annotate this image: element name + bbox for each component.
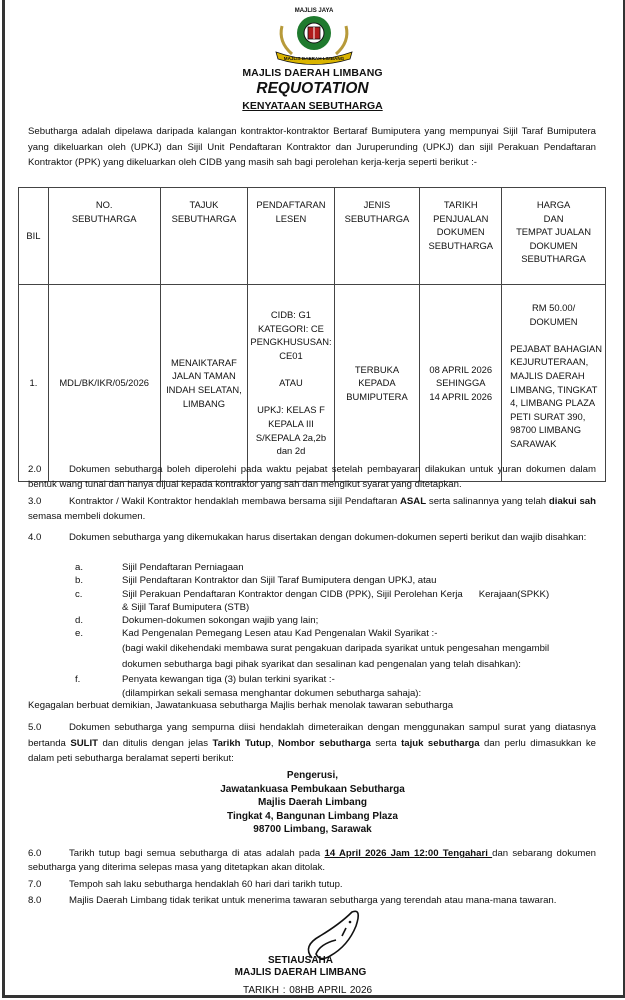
cell-harga-tempat: RM 50.00/ DOKUMEN PEJABAT BAHAGIAN KEJURUTERAAN, MAJLIS DAERAH LIMBANG, TINGKAT 4, LIMBANG PLAZA PETI SURAT 390, 98700 LIMBANG SARAWAK <box>502 285 606 482</box>
laurel-left-icon <box>281 26 292 54</box>
header-harga-tempat: HARGA DAN TEMPAT JUALAN DOKUMEN SEBUTHARGA <box>502 188 606 285</box>
cell-tajuk: MENAIKTARAF JALAN TAMAN INDAH SELATAN, LIMBANG <box>160 285 248 482</box>
header-jenis-sebutharga: JENIS SEBUTHARGA <box>334 188 420 285</box>
section-6: 6.0 Tarikh tutup bagi semua sebutharga di atas adalah pada 14 April 2026 Jam 12:00 Tengahari dan sebarang dokumen sebutharga yang diterima selepas masa yang ditetapkan akan ditolak. <box>28 848 596 873</box>
lesen-atau: ATAU <box>279 377 303 389</box>
header-tajuk-sebutharga: TAJUK SEBUTHARGA <box>160 188 248 285</box>
section-3: 3.0 Kontraktor / Wakil Kontraktor hendaklah membawa bersama sijil Pendaftaran ASAL serta salinannya yang telah diakui sah semasa membeli dokumen. <box>28 496 596 522</box>
logo-ribbon-text: MAJLIS DAERAH LIMBANG <box>283 56 345 61</box>
list-item: b. Sijil Pendaftaran Kontraktor dan Sijil Taraf Bumiputera dengan UPKJ, atau <box>75 575 437 587</box>
quotation-table <box>18 187 606 482</box>
cell-tarikh: 08 APRIL 2026 SEHINGGA 14 APRIL 2026 <box>420 285 502 482</box>
document-date: TARIKH : 08HB APRIL 2026 <box>243 985 373 996</box>
list-item: e. Kad Pengenalan Pemegang Lesen atau Kad Pengenalan Wakil Syarikat :- (bagi wakil dikehendaki membawa surat pengakuan daripada syarikat untuk pengesahan mengambil dokumen sebutharga bagi pihak syarikat dan sesalinan kad pengenalan yang telah disahkan): <box>75 628 550 670</box>
table-header-row <box>19 188 606 285</box>
org-name: MAJLIS DAERAH LIMBANG <box>242 67 383 79</box>
header-tarikh-penjualan: TARIKH PENJUALAN DOKUMEN SEBUTHARGA <box>420 188 502 285</box>
list-item: f. Penyata kewangan tiga (3) bulan terkini syarikat :- (dilampirkan sekali semasa menghantar dokumen sebutharga sahaja): <box>75 673 422 700</box>
cell-jenis: TERBUKA KEPADA BUMIPUTERA <box>334 285 420 482</box>
submission-address: Pengerusi, Jawatankuasa Pembukaan Sebutharga Majlis Daerah Limbang Tingkat 4, Bangunan Limbang Plaza 98700 Limbang, Sarawak <box>220 770 405 836</box>
laurel-right-icon <box>336 26 347 54</box>
section-8: 8.0 Majlis Daerah Limbang tidak terikat untuk menerima tawaran sebutharga yang terendah atau mana-mana tawaran. <box>28 895 557 906</box>
header-no-sebutharga: NO. SEBUTHARGA <box>48 188 160 285</box>
list-item: d. Dokumen-dokumen sokongan wajib yang lain; <box>75 615 319 627</box>
failure-notice: Kegagalan berbuat demikian, Jawatankuasa sebutharga Majlis berhak menolak tawaran sebutharga <box>28 700 454 711</box>
required-documents-list <box>75 561 595 702</box>
cell-no-sebutharga: MDL/BK/IKR/05/2026 <box>48 285 160 482</box>
signer-title: SETIAUSAHA <box>267 955 333 966</box>
list-item: c. Sijil Perakuan Pendaftaran Kontraktor dengan CIDB (PPK), Sijil Perolehan Kerja Kerajaan(SPKK) & Sijil Taraf Bumiputera (STB) <box>75 588 550 613</box>
logo-motto-text: MAJLIS JAYA <box>294 8 334 14</box>
signer-organisation: MAJLIS DAERAH LIMBANG <box>234 967 367 978</box>
council-crest-logo <box>268 4 360 66</box>
section-7: 7.0 Tempoh sah laku sebutharga hendaklah 60 hari dari tarikh tutup. <box>28 879 343 890</box>
section-5: 5.0 Dokumen sebutharga yang sempurna diisi hendaklah dimeteraikan dengan menggunakan sampul surat yang diatasnya bertanda SULIT dan ditulis dengan jelas Tarikh Tutup, Nombor sebutharga serta tajuk sebutharga dan perlu dimasukkan ke dalam peti sebutharga beralamat seperti berikut: <box>28 722 596 764</box>
header-bil: BIL <box>19 188 49 285</box>
table-row <box>19 285 606 482</box>
cell-bil: 1. <box>19 285 49 482</box>
document-title: REQUOTATION <box>256 80 369 97</box>
document-subtitle: KENYATAAN SEBUTHARGA <box>242 100 383 112</box>
header-pendaftaran-lesen: PENDAFTARAN LESEN <box>248 188 334 285</box>
section-2: 2.0 Dokumen sebutharga boleh diperolehi pada waktu pejabat setelah pembayaran dilakukan untuk yuran dokumen dalam bentuk wang tunai dan hanya dijual kepada kontraktor yang sah dan mengikut syarat yang ditetapkan. <box>28 464 596 490</box>
intro-paragraph: Sebutharga adalah dipelawa daripada kalangan kontraktor-kontraktor Bertaraf Bumiputera yang mempunyai Sijil Taraf Bumiputera yang dikeluarkan oleh (UPKJ) dan Sijil Unit Pendaftaran Kontraktor dan Juruperunding (UPKJ) dan sijil Perakuan Pendaftaran Kontraktor (PPK) yang dikeluarkan oleh CIDB yang masih sah bagi perolehan kerja-kerja seperti berikut :- <box>28 126 596 169</box>
list-item: a. Sijil Pendaftaran Perniagaan <box>75 562 244 573</box>
section-4: 4.0 Dokumen sebutharga yang dikemukakan harus disertakan dengan dokumen-dokumen seperti berikut dan wajib disahkan: <box>28 532 587 543</box>
cell-pendaftaran-lesen: CIDB: G1 KATEGORI: CE PENGKHUSUSAN: CE01 ATAU UPKJ: KELAS F KEPALA III S/KEPALA 2a,2b dan 2d <box>248 285 334 482</box>
